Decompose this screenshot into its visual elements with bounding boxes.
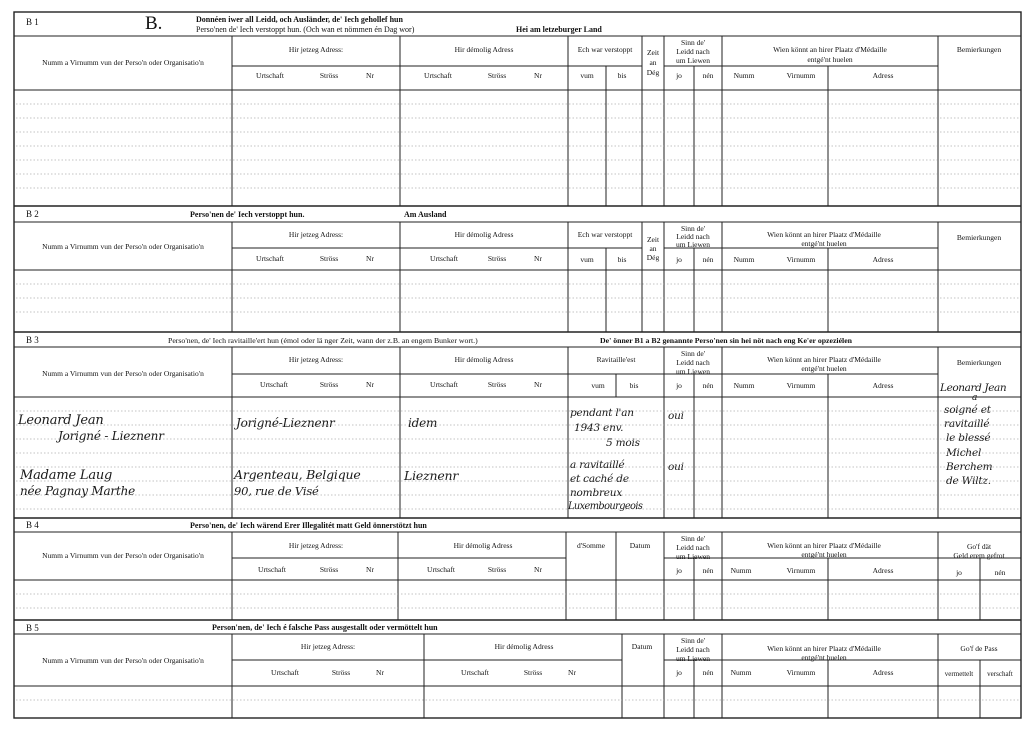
- b3-col-supplied: Ravitaille'est: [596, 355, 636, 364]
- b1-col-time-3: Dég: [646, 68, 660, 77]
- b2-col-alive-3: um Liewen: [676, 240, 710, 249]
- b4-col-medal-2: entgé'nt huelen: [801, 550, 847, 559]
- b2-sub-no: nén: [702, 255, 714, 264]
- b1-sub-firstname: Virnumm: [786, 71, 816, 80]
- b1-sub-no: nén: [702, 71, 714, 80]
- b5-title: Person'nen, de' Iech é falsche Pass ausgestallt oder vermöttelt hun: [212, 623, 438, 632]
- b2-col-hidden: Ech war verstoppt: [577, 230, 633, 239]
- b4-col-date: Datum: [629, 541, 651, 550]
- b4-sub-street-former: Ströss: [487, 565, 507, 574]
- b1-col-current-address: Hir jetzeg Adress:: [288, 45, 344, 54]
- b1-sub-nr-current: Nr: [366, 71, 374, 80]
- b1-title-right: Hei am letzeburger Land: [516, 25, 602, 34]
- b2-col-time-2: an: [649, 244, 657, 253]
- b5-col-current-address: Hir jetzeg Adress:: [300, 642, 356, 651]
- b3-sub-nr-current: Nr: [366, 380, 374, 389]
- b3-entry1-current: Jorigné-Lieznenr: [236, 416, 335, 430]
- b1-col-time-1: Zeit: [646, 48, 660, 57]
- b5-sub-street-former: Ströss: [523, 668, 543, 677]
- b2-sub-to: bis: [617, 255, 627, 264]
- b3-col-alive-2: Leidd nach: [676, 358, 710, 367]
- b3-entry1-period-3: 5 mois: [606, 437, 640, 449]
- b4-col-alive-3: um Liewen: [676, 552, 710, 561]
- b4-sub-money-yes: jo: [956, 568, 962, 577]
- b5-sub-firstname: Virnumm: [786, 668, 816, 677]
- b1-sub-street-former: Ströss: [487, 71, 507, 80]
- b3-col-remarks: Bemierkungen: [956, 358, 1002, 367]
- b1-sub-nr-former: Nr: [534, 71, 542, 80]
- b3-entry1-period-1: pendant l'an: [570, 407, 634, 419]
- b4-sub-nr-former: Nr: [534, 565, 542, 574]
- b3-title-right: De' önner B1 a B2 genannte Perso'nen sin hei nöt nach eng Ke'er opzeziélen: [600, 336, 853, 345]
- b3-col-alive-1: Sinn de': [680, 349, 706, 358]
- b3-entry2-former: Lieznenr: [404, 468, 459, 483]
- b1-sub-town-former: Urtschaft: [424, 71, 452, 80]
- b3-entry2-name-1: Madame Laug: [20, 468, 113, 483]
- b5-sub-town-former: Urtschaft: [461, 668, 489, 677]
- b2-col-time-1: Zeit: [646, 235, 660, 244]
- b3-entry2-alive: oui: [668, 461, 684, 473]
- b1-sub-to: bis: [617, 71, 627, 80]
- b4-sub-town-former: Urtschaft: [427, 565, 455, 574]
- b2-sub-surname: Numm: [733, 255, 755, 264]
- b5-col-alive-3: um Liewen: [676, 654, 710, 663]
- b5-sub-surname: Numm: [730, 668, 752, 677]
- b2-section-code: B 2: [26, 209, 39, 219]
- b3-entry2-period-1: a ravitaillé: [570, 459, 625, 471]
- b5-sub-mediated: vermettelt: [944, 670, 974, 678]
- b3-sub-address: Adress: [872, 381, 894, 390]
- b2-sub-address: Adress: [872, 255, 894, 264]
- b1-col-time-2: an: [649, 58, 657, 67]
- b1-col-alive-2: Leidd nach: [676, 47, 710, 56]
- b2-col-time-3: Dég: [646, 253, 660, 262]
- b3-col-medal-1: Wien könnt an hirer Plaatz d'Médaille: [767, 355, 881, 364]
- b1-title-line2: Perso'nen de' Iech verstoppt hun. (Och wan et nömmen én Dag wor): [196, 25, 415, 34]
- b1-sub-from: vum: [580, 71, 594, 80]
- b3-entry2-period-4: Luxembourgeois: [568, 501, 643, 512]
- b4-col-current-address: Hir jetzeg Adress:: [288, 541, 344, 550]
- b4-section-code: B 4: [26, 520, 39, 530]
- b2-sub-street-former: Ströss: [487, 254, 507, 263]
- b3-remark-7: Berchem: [946, 461, 993, 473]
- b4-title: Perso'nen, de' Iech wärend Erer Illegalitét matt Geld önnerstötzt hun: [190, 521, 427, 530]
- b3-sub-town-former: Urtschaft: [430, 380, 458, 389]
- b5-sub-yes: jo: [676, 668, 682, 677]
- b3-remark-6: Michel: [946, 447, 982, 459]
- b3-sub-town-current: Urtschaft: [260, 380, 288, 389]
- b3-sub-from: vum: [591, 381, 605, 390]
- b4-col-money-2: Geld erem gefrot: [953, 551, 1005, 560]
- b5-sub-town-current: Urtschaft: [271, 668, 299, 677]
- b5-sub-address: Adress: [872, 668, 894, 677]
- b1-sub-town-current: Urtschaft: [256, 71, 284, 80]
- b2-sub-town-former: Urtschaft: [430, 254, 458, 263]
- b1-sub-yes: jo: [676, 71, 682, 80]
- b4-sub-yes: jo: [676, 566, 682, 575]
- b4-sub-street-current: Ströss: [319, 565, 339, 574]
- b3-remark-5: le blessé: [946, 432, 991, 444]
- b2-sub-street-current: Ströss: [319, 254, 339, 263]
- b4-sub-no: nén: [702, 566, 714, 575]
- b3-sub-street-former: Ströss: [487, 380, 507, 389]
- b1-col-alive-3: um Liewen: [676, 56, 710, 65]
- b3-entry1-name-1: Leonard Jean: [18, 413, 104, 428]
- b3-entry1-name-2: Jorigné - Lieznenr: [58, 429, 164, 443]
- b4-col-name: Numm a Virnumm vun der Perso'n oder Organisatio'n: [42, 551, 204, 560]
- b5-col-alive-2: Leidd nach: [676, 645, 710, 654]
- b3-entry2-name-2: née Pagnay Marthe: [20, 484, 136, 498]
- b2-title-right: Am Ausland: [404, 210, 447, 219]
- b3-sub-no: nén: [702, 381, 714, 390]
- b1-col-former-address: Hir démolig Adress: [454, 45, 514, 54]
- b5-col-former-address: Hir démolig Adress: [494, 642, 554, 651]
- b2-col-name: Numm a Virnumm vun der Perso'n oder Organisatio'n: [42, 242, 204, 251]
- b1-title-line1: Donnéen iwer all Leidd, och Ausländer, de' Iech gehollef hun: [196, 15, 403, 24]
- b1-col-remarks: Bemierkungen: [956, 45, 1002, 54]
- b5-sub-nr-former: Nr: [568, 668, 576, 677]
- b5-section-code: B 5: [26, 623, 39, 633]
- b1-sub-street-current: Ströss: [319, 71, 339, 80]
- b1-sub-address: Adress: [872, 71, 894, 80]
- b5-col-date: Datum: [631, 642, 653, 651]
- b5-sub-nr-current: Nr: [376, 668, 384, 677]
- b3-remark-2: a: [972, 393, 978, 403]
- b3-sub-firstname: Virnumm: [786, 381, 816, 390]
- b2-col-alive-1: Sinn de': [680, 224, 706, 233]
- b5-col-medal-2: entgé'nt huelen: [801, 653, 847, 662]
- b2-sub-nr-former: Nr: [534, 254, 542, 263]
- b3-sub-street-current: Ströss: [319, 380, 339, 389]
- b2-sub-nr-current: Nr: [366, 254, 374, 263]
- b3-title: Perso'nen, de' Iech ravitaille'ert hun (émol oder lä nger Zeit, wann der z.B. an engem Bunker wort.): [168, 336, 478, 345]
- b3-remark-3: soigné et: [944, 404, 991, 416]
- b3-entry1-former: idem: [408, 416, 438, 430]
- b1-section-code: B 1: [26, 17, 39, 27]
- b3-remark-4: ravitaillé: [944, 418, 990, 430]
- b2-col-medal-2: entgé'nt huelen: [801, 239, 847, 248]
- b4-col-money-1: Go'f dät: [966, 542, 992, 551]
- b5-sub-no: nén: [702, 668, 714, 677]
- b2-sub-firstname: Virnumm: [786, 255, 816, 264]
- b3-col-name: Numm a Virnumm vun der Perso'n oder Organisatio'n: [42, 369, 204, 378]
- b3-entry2-current-2: 90, rue de Visé: [234, 484, 319, 498]
- b2-title: Perso'nen de' Iech verstoppt hun.: [190, 210, 305, 219]
- b1-col-medal-1: Wien könnt an hirer Plaatz d'Médaille: [773, 45, 887, 54]
- b3-col-alive-3: um Liewen: [676, 367, 710, 376]
- b5-sub-street-current: Ströss: [331, 668, 351, 677]
- b1-col-name: Numm a Virnumm vun der Perso'n oder Organisatio'n: [42, 58, 204, 67]
- b5-col-medal-1: Wien könnt an hirer Plaatz d'Médaille: [767, 644, 881, 653]
- b4-sub-town-current: Urtschaft: [258, 565, 286, 574]
- b4-sub-money-no: nén: [994, 568, 1006, 577]
- b4-sub-address: Adress: [872, 566, 894, 575]
- b3-entry1-period-2: 1943 env.: [574, 422, 624, 434]
- b4-col-medal-1: Wien könnt an hirer Plaatz d'Médaille: [767, 541, 881, 550]
- b4-sub-firstname: Virnumm: [786, 566, 816, 575]
- b3-entry2-current-1: Argenteau, Belgique: [234, 467, 361, 482]
- b2-col-remarks: Bemierkungen: [956, 233, 1002, 242]
- b3-sub-yes: jo: [676, 381, 682, 390]
- b2-sub-from: vum: [580, 255, 594, 264]
- b2-sub-yes: jo: [676, 255, 682, 264]
- b1-col-hidden: Ech war verstoppt: [577, 45, 633, 54]
- b3-sub-surname: Numm: [733, 381, 755, 390]
- b3-col-former-address: Hir démolig Adress: [454, 355, 514, 364]
- b1-sub-surname: Numm: [733, 71, 755, 80]
- b2-col-former-address: Hir démolig Adress: [454, 230, 514, 239]
- b3-remark-8: de Wiltz.: [946, 475, 991, 487]
- b4-col-alive-2: Leidd nach: [676, 543, 710, 552]
- b3-col-medal-2: entgé'nt huelen: [801, 364, 847, 373]
- b5-col-name: Numm a Virnumm vun der Perso'n oder Organisatio'n: [42, 656, 204, 665]
- b3-entry2-period-3: nombreux: [570, 487, 623, 499]
- b4-sub-nr-current: Nr: [366, 565, 374, 574]
- b5-sub-issued: verschaft: [987, 670, 1013, 678]
- b3-sub-nr-former: Nr: [534, 380, 542, 389]
- b1-col-medal-2: entgé'nt huelen: [807, 55, 853, 64]
- b2-col-medal-1: Wien könnt an hirer Plaatz d'Médaille: [767, 230, 881, 239]
- b3-col-current-address: Hir jetzeg Adress:: [288, 355, 344, 364]
- b4-sub-surname: Numm: [730, 566, 752, 575]
- b3-sub-to: bis: [629, 381, 639, 390]
- b1-section-letter: B.: [145, 13, 163, 34]
- b5-col-pass: Go'f de Pass: [960, 644, 998, 653]
- b4-col-sum: d'Somme: [576, 541, 606, 550]
- b2-col-current-address: Hir jetzeg Adress:: [288, 230, 344, 239]
- b5-col-alive-1: Sinn de': [680, 636, 706, 645]
- b3-entry2-period-2: et caché de: [570, 473, 629, 485]
- b3-entry1-alive: oui: [668, 410, 684, 422]
- b4-col-alive-1: Sinn de': [680, 534, 706, 543]
- b1-col-alive-1: Sinn de': [680, 38, 706, 47]
- b4-col-former-address: Hir démolig Adress: [453, 541, 513, 550]
- b2-sub-town-current: Urtschaft: [256, 254, 284, 263]
- b2-col-alive-2: Leidd nach: [676, 232, 710, 241]
- b3-section-code: B 3: [26, 335, 39, 345]
- b3-remark-1: Leonard Jean: [940, 382, 1007, 394]
